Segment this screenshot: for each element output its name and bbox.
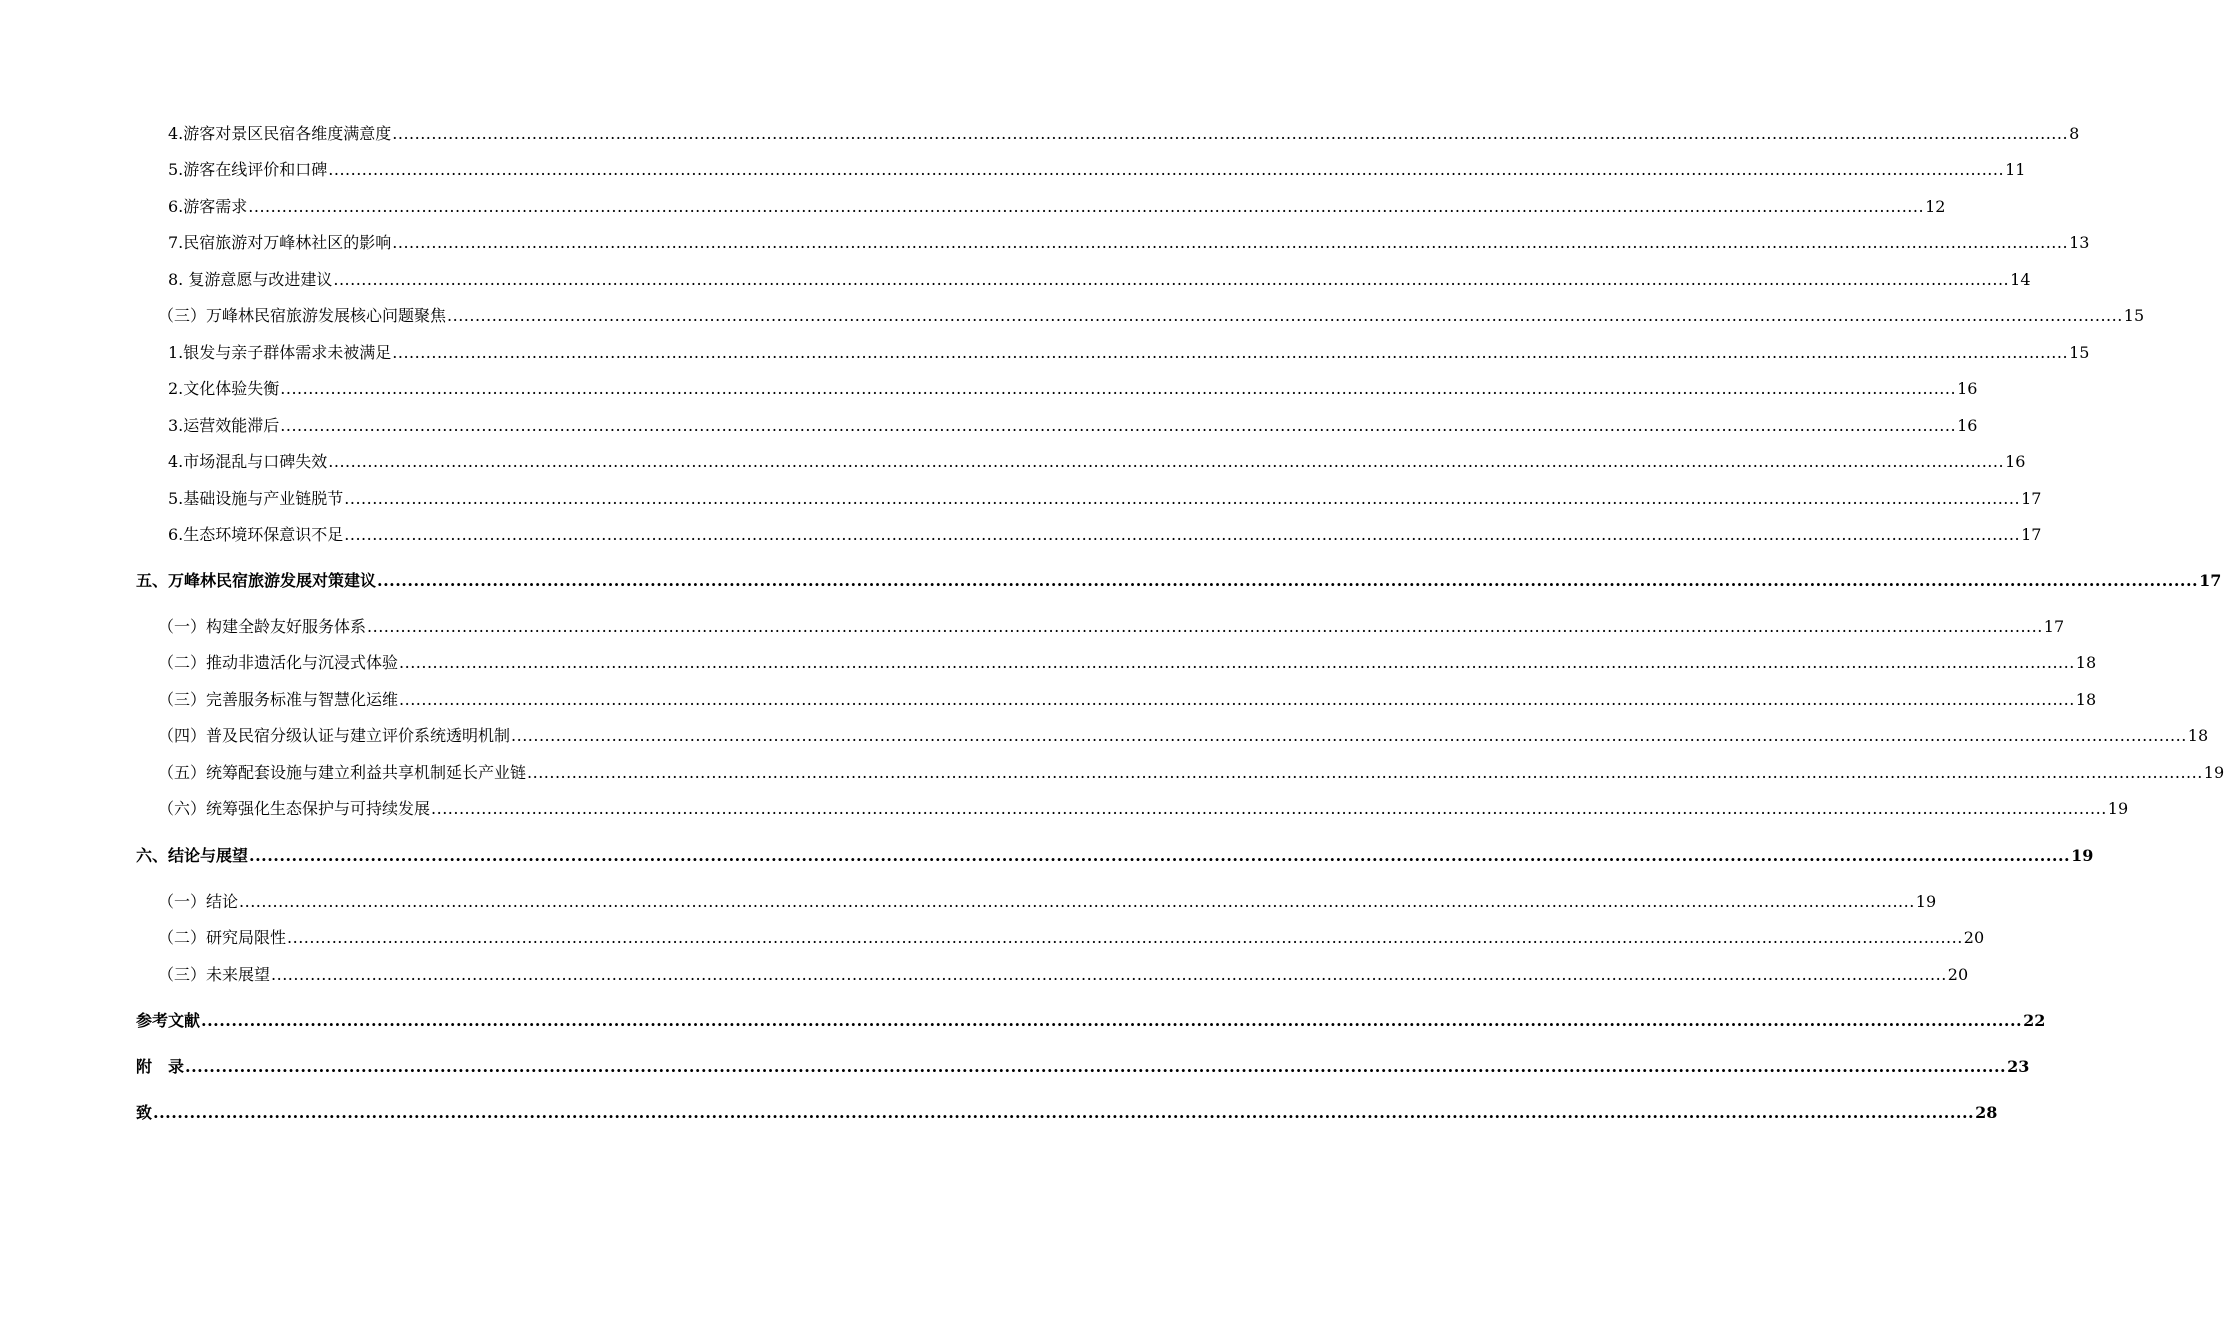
toc-entry-title: 3.运营效能滞后 [168,416,280,435]
toc-entry-page: 17 [2021,525,2042,544]
toc-dot-leader: ............................................................................................................................................................................................................................................................................................................ [249,846,2071,865]
toc-entry[interactable] [0,484,2042,514]
toc-entry-title: 1.银发与亲子群体需求未被满足 [168,343,392,362]
toc-entry-title: （三）未来展望 [158,965,271,984]
toc-dot-leader: ............................................................................................................................................................................................................................................................................................................ [248,197,1925,216]
toc-dot-leader: ............................................................................................................................................................................................................................................................................................................ [377,571,2199,590]
toc-dot-leader: ............................................................................................................................................................................................................................................................................................................ [392,343,2069,362]
toc-dot-leader: ............................................................................................................................................................................................................................................................................................................ [399,653,2075,672]
toc-dot-leader: ............................................................................................................................................................................................................................................................................................................ [511,726,2187,745]
toc-entry[interactable] [0,612,2065,642]
toc-entry-title: （五）统筹配套设施与建立利益共享机制延长产业链 [158,763,527,782]
toc-entry-title: 五、万峰林民宿旅游发展对策建议 [136,571,377,590]
toc-entry-page: 20 [1963,928,1985,947]
toc-entry-page: 14 [2010,270,2031,289]
toc-dot-leader: ............................................................................................................................................................................................................................................................................................................ [280,379,1957,398]
toc-entry-title: 2.文化体验失衡 [168,379,280,398]
toc-entry[interactable] [0,119,2080,149]
toc-entry-title: （三）万峰林民宿旅游发展核心问题聚焦 [158,306,447,325]
toc-entry-page: 18 [2075,653,2097,672]
toc-dot-leader: ............................................................................................................................................................................................................................................................................................................ [399,690,2075,709]
toc-dot-leader: ............................................................................................................................................................................................................................................................................................................ [271,965,1947,984]
toc-entry[interactable] [0,374,1978,404]
toc-entry[interactable] [0,960,1969,990]
toc-entry[interactable] [0,447,2026,477]
toc-dot-leader: ............................................................................................................................................................................................................................................................................................................ [447,306,2123,325]
toc-entry[interactable] [0,338,2090,368]
toc-entry-page: 19 [1915,892,1937,911]
toc-dot-leader: ............................................................................................................................................................................................................................................................................................................ [527,763,2203,782]
toc-entry-page: 17 [2043,617,2065,636]
toc-entry-title: 六、结论与展望 [136,846,249,865]
toc-entry[interactable] [0,721,2209,751]
toc-entry-page: 18 [2075,690,2097,709]
toc-entry-page: 16 [1957,416,1978,435]
toc-entry[interactable] [0,1098,1998,1128]
toc-entry-page: 22 [2023,1011,2046,1030]
toc-entry[interactable] [0,411,1978,441]
toc-dot-leader: ............................................................................................................................................................................................................................................................................................................ [328,160,2005,179]
toc-entry[interactable] [0,794,2129,824]
toc-entry-title: 5.基础设施与产业链脱节 [168,489,344,508]
toc-entry-title: 6.生态环境环保意识不足 [168,525,344,544]
toc-entry-title: （二）推动非遗活化与沉浸式体验 [158,653,399,672]
toc-dot-leader: ............................................................................................................................................................................................................................................................................................................ [153,1103,1975,1122]
toc-entry-page: 19 [2203,763,2224,782]
toc-entry[interactable] [0,228,2090,258]
toc-entry-page: 15 [2069,343,2090,362]
toc-entry[interactable] [0,887,1937,917]
toc-entry-page: 13 [2069,233,2090,252]
toc-entry-title: 5.游客在线评价和口碑 [168,160,328,179]
toc-entry[interactable] [0,265,2031,295]
toc-dot-leader: ............................................................................................................................................................................................................................................................................................................ [185,1057,2007,1076]
toc-entry-page: 18 [2187,726,2209,745]
toc-entry-page: 20 [1947,965,1969,984]
toc-dot-leader: ............................................................................................................................................................................................................................................................................................................ [239,892,1915,911]
toc-entry[interactable] [0,648,2097,678]
toc-entry-title: 4.市场混乱与口碑失效 [168,452,328,471]
toc-entry[interactable] [0,1006,2046,1036]
toc-entry-page: 12 [1925,197,1946,216]
toc-entry[interactable] [0,923,1985,953]
toc-dot-leader: ............................................................................................................................................................................................................................................................................................................ [201,1011,2023,1030]
toc-entry-page: 17 [2199,571,2222,590]
toc-entry-title: （一）结论 [158,892,239,911]
toc-entry-title: 附 录 [136,1057,185,1076]
toc-dot-leader: ............................................................................................................................................................................................................................................................................................................ [392,233,2069,252]
toc-dot-leader: ............................................................................................................................................................................................................................................................................................................ [344,525,2021,544]
toc-entry-title: 7.民宿旅游对万峰林社区的影响 [168,233,392,252]
toc-entry-page: 19 [2107,799,2129,818]
toc-entry-page: 11 [2005,160,2026,179]
toc-dot-leader: ............................................................................................................................................................................................................................................................................................................ [333,270,2010,289]
toc-entry-page: 23 [2007,1057,2030,1076]
toc-dot-leader: ............................................................................................................................................................................................................................................................................................................ [392,124,2069,143]
toc-entry-title: 4.游客对景区民宿各维度满意度 [168,124,392,143]
toc-entry[interactable] [0,566,2222,596]
toc-entry-title: 6.游客需求 [168,197,248,216]
toc-entry-title: 致 [136,1103,153,1122]
toc-entry-page: 17 [2021,489,2042,508]
toc-dot-leader: ............................................................................................................................................................................................................................................................................................................ [344,489,2021,508]
toc-dot-leader: ............................................................................................................................................................................................................................................................................................................ [367,617,2043,636]
toc-entry-title: （一）构建全龄友好服务体系 [158,617,367,636]
toc-entry[interactable] [0,1052,2030,1082]
toc-entry[interactable] [0,301,2145,331]
toc-entry[interactable] [0,758,2224,788]
toc-entry-title: （四）普及民宿分级认证与建立评价系统透明机制 [158,726,511,745]
toc-entry-title: （六）统筹强化生态保护与可持续发展 [158,799,431,818]
toc-entry-title: （三）完善服务标准与智慧化运维 [158,690,399,709]
toc-entry-page: 8 [2069,124,2080,143]
toc-entry[interactable] [0,841,2094,871]
toc-entry[interactable] [0,192,1946,222]
toc-entry-page: 16 [1957,379,1978,398]
toc-entry-page: 28 [1975,1103,1998,1122]
toc-dot-leader: ............................................................................................................................................................................................................................................................................................................ [431,799,2107,818]
toc-entry[interactable] [0,685,2097,715]
toc-entry[interactable] [0,520,2042,550]
toc-entry-page: 15 [2123,306,2145,325]
toc-entry[interactable] [0,155,2026,185]
toc-entry-page: 16 [2005,452,2026,471]
toc-entry-title: 参考文献 [136,1011,201,1030]
toc-entry-title: 8. 复游意愿与改进建议 [168,270,333,289]
toc-dot-leader: ............................................................................................................................................................................................................................................................................................................ [287,928,1963,947]
toc-dot-leader: ............................................................................................................................................................................................................................................................................................................ [328,452,2005,471]
toc-entry-page: 19 [2071,846,2094,865]
toc-dot-leader: ............................................................................................................................................................................................................................................................................................................ [280,416,1957,435]
toc-entry-title: （二）研究局限性 [158,928,287,947]
